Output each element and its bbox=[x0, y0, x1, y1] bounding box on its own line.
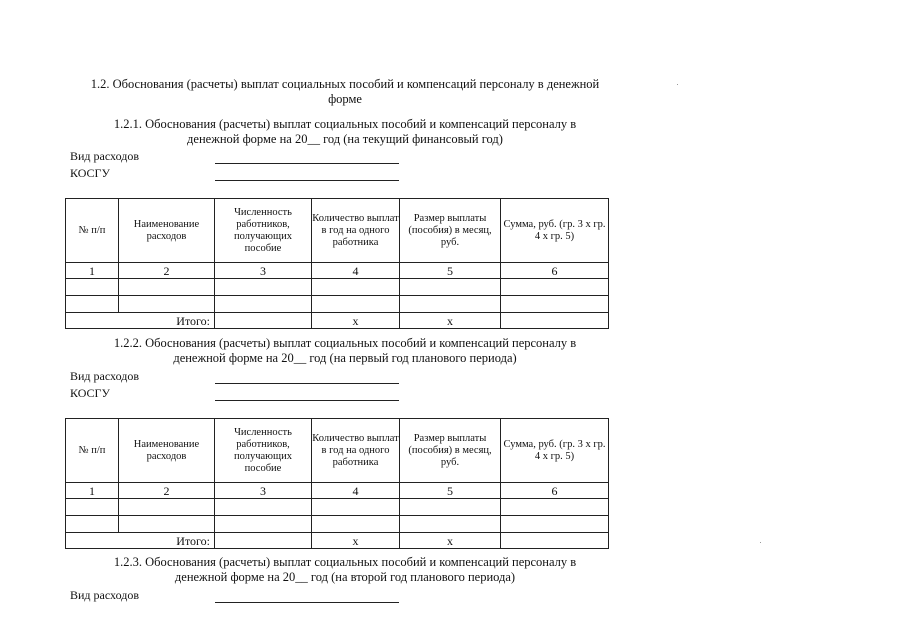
table-total-row bbox=[66, 533, 609, 549]
header-cell-amount: Размер выплаты (пособия) в месяц, руб. bbox=[400, 419, 501, 483]
column-number: 4 bbox=[312, 263, 400, 279]
header-cell-num: № п/п bbox=[66, 419, 119, 483]
header-cell-num: № п/п bbox=[66, 199, 119, 263]
table-cell[interactable] bbox=[400, 499, 501, 516]
subsection-3-title bbox=[60, 555, 630, 585]
vid-rashodov-label-3: Вид расходов bbox=[70, 588, 139, 602]
total-amount-cell: х bbox=[400, 313, 501, 329]
table-cell[interactable] bbox=[215, 296, 312, 313]
section-title-line2: форме bbox=[328, 92, 362, 106]
total-payments-cell: х bbox=[312, 533, 400, 549]
table-cell[interactable] bbox=[119, 499, 215, 516]
subsection-1-title-line1: 1.2.1. Обоснования (расчеты) выплат социальных пособий и компенсаций персоналу в bbox=[113, 117, 577, 131]
total-amount-cell: х bbox=[400, 533, 501, 549]
total-sum-cell[interactable] bbox=[501, 533, 609, 549]
subsection-2-title-line1: 1.2.2. Обоснования (расчеты) выплат социальных пособий и компенсаций персоналу в bbox=[113, 336, 577, 350]
vid-rashodov-label-1: Вид расходов bbox=[70, 149, 139, 163]
column-number: 2 bbox=[119, 263, 215, 279]
vid-rashodov-label-2: Вид расходов bbox=[70, 369, 139, 383]
column-number: 2 bbox=[119, 483, 215, 499]
vid-rashodov-field-2[interactable] bbox=[215, 383, 399, 384]
header-cell-count: Численность работников, получающих пособие bbox=[215, 419, 312, 483]
table-cell[interactable] bbox=[119, 279, 215, 296]
column-number: 3 bbox=[215, 483, 312, 499]
payments-table-1 bbox=[65, 198, 609, 329]
header-cell-sum: Сумма, руб. (гр. 3 х гр. 4 х гр. 5) bbox=[501, 419, 609, 483]
column-number: 5 bbox=[400, 483, 501, 499]
table-row bbox=[66, 499, 609, 516]
table-cell[interactable] bbox=[66, 516, 119, 533]
vid-rashodov-field-1[interactable] bbox=[215, 163, 399, 164]
subsection-2-title bbox=[60, 336, 630, 366]
table-column-numbers-row bbox=[66, 263, 609, 279]
table-cell[interactable] bbox=[400, 296, 501, 313]
vid-rashodov-field-3[interactable] bbox=[215, 602, 399, 603]
column-number: 6 bbox=[501, 483, 609, 499]
scan-dot bbox=[677, 84, 678, 85]
column-number: 6 bbox=[501, 263, 609, 279]
total-label: Итого: bbox=[66, 313, 215, 329]
table-cell[interactable] bbox=[400, 516, 501, 533]
column-number: 1 bbox=[66, 263, 119, 279]
table-cell[interactable] bbox=[312, 516, 400, 533]
header-cell-sum: Сумма, руб. (гр. 3 х гр. 4 х гр. 5) bbox=[501, 199, 609, 263]
table-header-row bbox=[66, 199, 609, 263]
total-count-cell[interactable] bbox=[215, 313, 312, 329]
table-cell[interactable] bbox=[119, 296, 215, 313]
table-cell[interactable] bbox=[119, 516, 215, 533]
payments-table-2 bbox=[65, 418, 609, 549]
kosgu-field-2[interactable] bbox=[215, 400, 399, 401]
header-cell-name: Наименование расходов bbox=[119, 419, 215, 483]
table-cell[interactable] bbox=[312, 279, 400, 296]
table-cell[interactable] bbox=[312, 499, 400, 516]
section-title bbox=[60, 77, 630, 107]
subsection-3-title-line1: 1.2.3. Обоснования (расчеты) выплат социальных пособий и компенсаций персоналу в bbox=[113, 555, 577, 569]
kosgu-label-1: КОСГУ bbox=[70, 166, 110, 180]
table-cell[interactable] bbox=[501, 296, 609, 313]
subsection-2-title-line2: денежной форме на 20__ год (на первый год планового периода) bbox=[173, 351, 517, 365]
subsection-1-title-line2: денежной форме на 20__ год (на текущий финансовый год) bbox=[187, 132, 503, 146]
header-cell-payments: Количество выплат в год на одного работника bbox=[312, 419, 400, 483]
table-header-row bbox=[66, 419, 609, 483]
section-title-line1: 1.2. Обоснования (расчеты) выплат социальных пособий и компенсаций персоналу в денежной bbox=[90, 77, 600, 91]
table-cell[interactable] bbox=[400, 279, 501, 296]
header-cell-amount: Размер выплаты (пособия) в месяц, руб. bbox=[400, 199, 501, 263]
table-total-row bbox=[66, 313, 609, 329]
header-cell-name: Наименование расходов bbox=[119, 199, 215, 263]
kosgu-field-1[interactable] bbox=[215, 180, 399, 181]
total-payments-cell: х bbox=[312, 313, 400, 329]
column-number: 3 bbox=[215, 263, 312, 279]
total-label: Итого: bbox=[66, 533, 215, 549]
header-cell-count: Численность работников, получающих пособие bbox=[215, 199, 312, 263]
table-cell[interactable] bbox=[501, 279, 609, 296]
header-cell-payments: Количество выплат в год на одного работника bbox=[312, 199, 400, 263]
kosgu-label-2: КОСГУ bbox=[70, 386, 110, 400]
table-cell[interactable] bbox=[501, 499, 609, 516]
subsection-1-title bbox=[60, 117, 630, 147]
table-cell[interactable] bbox=[215, 499, 312, 516]
table-cell[interactable] bbox=[66, 279, 119, 296]
table-cell[interactable] bbox=[312, 296, 400, 313]
table-cell[interactable] bbox=[66, 296, 119, 313]
subsection-3-title-line2: денежной форме на 20__ год (на второй год планового периода) bbox=[174, 570, 516, 584]
total-count-cell[interactable] bbox=[215, 533, 312, 549]
total-sum-cell[interactable] bbox=[501, 313, 609, 329]
table-cell[interactable] bbox=[66, 499, 119, 516]
column-number: 5 bbox=[400, 263, 501, 279]
table-cell[interactable] bbox=[215, 279, 312, 296]
column-number: 4 bbox=[312, 483, 400, 499]
table-row bbox=[66, 279, 609, 296]
table-row bbox=[66, 516, 609, 533]
table-column-numbers-row bbox=[66, 483, 609, 499]
column-number: 1 bbox=[66, 483, 119, 499]
table-row bbox=[66, 296, 609, 313]
scan-dot bbox=[760, 542, 761, 543]
table-cell[interactable] bbox=[501, 516, 609, 533]
table-cell[interactable] bbox=[215, 516, 312, 533]
